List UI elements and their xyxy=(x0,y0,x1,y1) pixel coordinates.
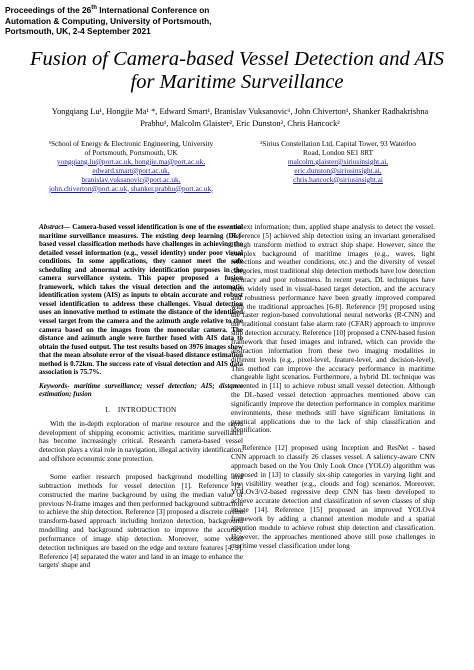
right-paragraph-2: Reference [12] proposed using Inception and ResNet - based CNN approach to classify 26 classes vessel. A saliency-aware CNN approach based on the You Only Look Once (YOLO) algorithm was proposed in [13] to classify six-ship categories in varying light and low visibility weather (e.g., clouds and fog) scenarios. Moreover, YOLOv3/v2-based regressive deep CNN has been developed to achieve accurate detection and classification of seven classes of ship image [14]. Reference [15] proposed an improved YOLOv4 framework by adding a channel attention module and a spatial attention module to achieve robust ship detection and classification. However, the approaches mentioned above still pose challenges in maritime vessel classification under long xyxy=(231,444,435,550)
intro-paragraph-1: With the in-depth exploration of marine resource and the rapid development of shipping economic activities, maritime surveillance has become increasingly critical. Research camera-based vessel detection plays a vital role in navigation, illegal activity identification, and offshore economic zone protection. xyxy=(39,419,243,464)
affiliation-1-line-1: ¹School of Energy & Electronic Engineering, University xyxy=(48,139,214,148)
affiliation-portsmouth xyxy=(46,140,216,193)
affiliation-1-line-2: of Portsmouth, Portsmouth, UK xyxy=(84,147,178,157)
proceedings-line-3: Portsmouth, UK, 2-4 September 2021 xyxy=(5,26,151,37)
intro-paragraph-2: Some earlier research proposed background modelling and subtraction methods for vessel detection [1]. Reference [2] constructed the marine background by using the median value of previous N-frame images and then performed background subtraction to achieve the ship detection. Reference [3] proposed a discrete cosine transform-based approach including horizon detection, background modelling and background subtraction to improve the accuracy performance of image ship detection. Moreover, some vessel detection techniques are based on the edge and texture features [4, 5]. Reference [4] separated the water and land in an image to enhance the targets' shape and xyxy=(39,473,243,570)
section-heading-introduction: I. INTRODUCTION xyxy=(105,404,177,414)
keywords: Keywords- maritime surveillance; vessel detection; AIS; distance estimation; fusion xyxy=(39,381,243,399)
author-list xyxy=(20,106,460,129)
affiliation-2-line-1: ²Sirius Constellation Ltd, Capital Tower, 93 Waterloo xyxy=(260,139,416,148)
right-column xyxy=(231,223,435,550)
right-paragraph-1: context information; then, applied shape analysis to detect the vessel. Reference [5] achieved ship detection using an invariant generalised Hough transform method to extract ship shape. However, since the complex background of maritime images (e.g., waves, light reflections and weather conditions, etc.) and the diversity of vessel categories, most traditional ship detection methods have low detection accuracy and poor robustness. In recent years, DL techniques have been widely used in visual-based target detection, and the accuracy and robustness performance have been greatly improved compared with the traditional approaches [6-8]. Reference [9] proposed using the faster region-based convolutional neural networks (R-CNN) and the traditional constant false alarm rate (CFAR) approach to improve ship detection accuracy. Reference [10] proposed a CNN-based fusion framework that fused images and infrared, which can provide the abstraction information from these two imaging modalities in different levels (e.g., pixel-level, feature-level, and decision-level). This method can improve the accuracy performance in maritime changeable light scenarios. Furthermore, a hybrid DL technique was presented in [11] to achieve robust small vessel detection. Although the DL-based vessel detection approaches mentioned above can significantly improve the detection performance in complex maritime environments, these methods still have significant limitations in practical applications due to the lack of ship classification and identification. xyxy=(231,223,435,435)
left-column xyxy=(39,223,243,570)
email-link[interactable]: branislav.vuksanovic@port.ac.uk, xyxy=(81,174,181,184)
proceedings-line-2: Automation & Computing, University of Portsmouth, xyxy=(5,15,212,26)
email-link[interactable]: chris.hancock@siriusinsight.ai xyxy=(293,174,383,184)
proceedings-header xyxy=(5,3,305,37)
paper-title xyxy=(0,48,474,94)
email-link[interactable]: malcolm.glaister@siriusinsight.ai, xyxy=(287,156,389,166)
email-link[interactable]: yongqiang.lu@port.ac.uk, hongjie.ma@port.ac.uk, xyxy=(56,156,206,166)
abstract xyxy=(39,223,243,377)
email-link[interactable]: eric.dunston@siriusinsight.ai, xyxy=(294,165,382,175)
paper-title-line-2: for Maritime Surveillance xyxy=(130,71,344,93)
email-link[interactable]: john.chiverton@port.ac.uk, shanker.prabhu@port.ac.uk, xyxy=(49,183,213,193)
abstract-label: Abstract— xyxy=(39,223,71,231)
author-line-1: Yongqiang Lu¹, Hongjie Ma¹ *, Edward Smart¹, Branislav Vuksanovic¹, John Chiverton¹, Shanker Radhakrishna xyxy=(51,107,429,116)
abstract-text: Camera-based vessel identification is one of the essential maritime surveillance measures. The existing deep learning (DL)-based vessel classification methods have challenges in achieving the detailed vessel information (e.g., vessel identity) under poor visual conditions. In some applications, they cannot meet the safe scheduling and abnormal activity identification purposes in the camera surveillance system. This paper proposed a fusion framework, which takes the visual detection and the automatic identification system (AIS) as inputs to obtain accurate and robust vessel identification to address these challenges. Visual detection uses an innovative method to estimate the distance of the identified vessel target from the camera and the azimuth angle relative to the camera based on the images from the monocular camera. The distance and azimuth angle were further fused with AIS data to obtain the fused output. The test results based on 3976 images show that the mean absolute error of the visual-based distance estimation method is 0.72km. The success rate of visual detection and AIS data association is 75.7%. xyxy=(39,223,243,377)
affiliation-sirius xyxy=(250,140,426,185)
affiliation-2-line-2: Road, London SE1 8RT xyxy=(302,147,374,157)
paper-title-line-1: Fusion of Camera-based Vessel Detection and AIS xyxy=(29,48,445,70)
author-line-2: Prabhu¹, Malcolm Glaister², Eric Dunston², Chris Hancock² xyxy=(140,118,340,128)
proceedings-line-1: Proceedings of the 26th International Conference on xyxy=(5,4,210,15)
email-link[interactable]: edward.smart@port.ac.uk, xyxy=(92,165,170,175)
